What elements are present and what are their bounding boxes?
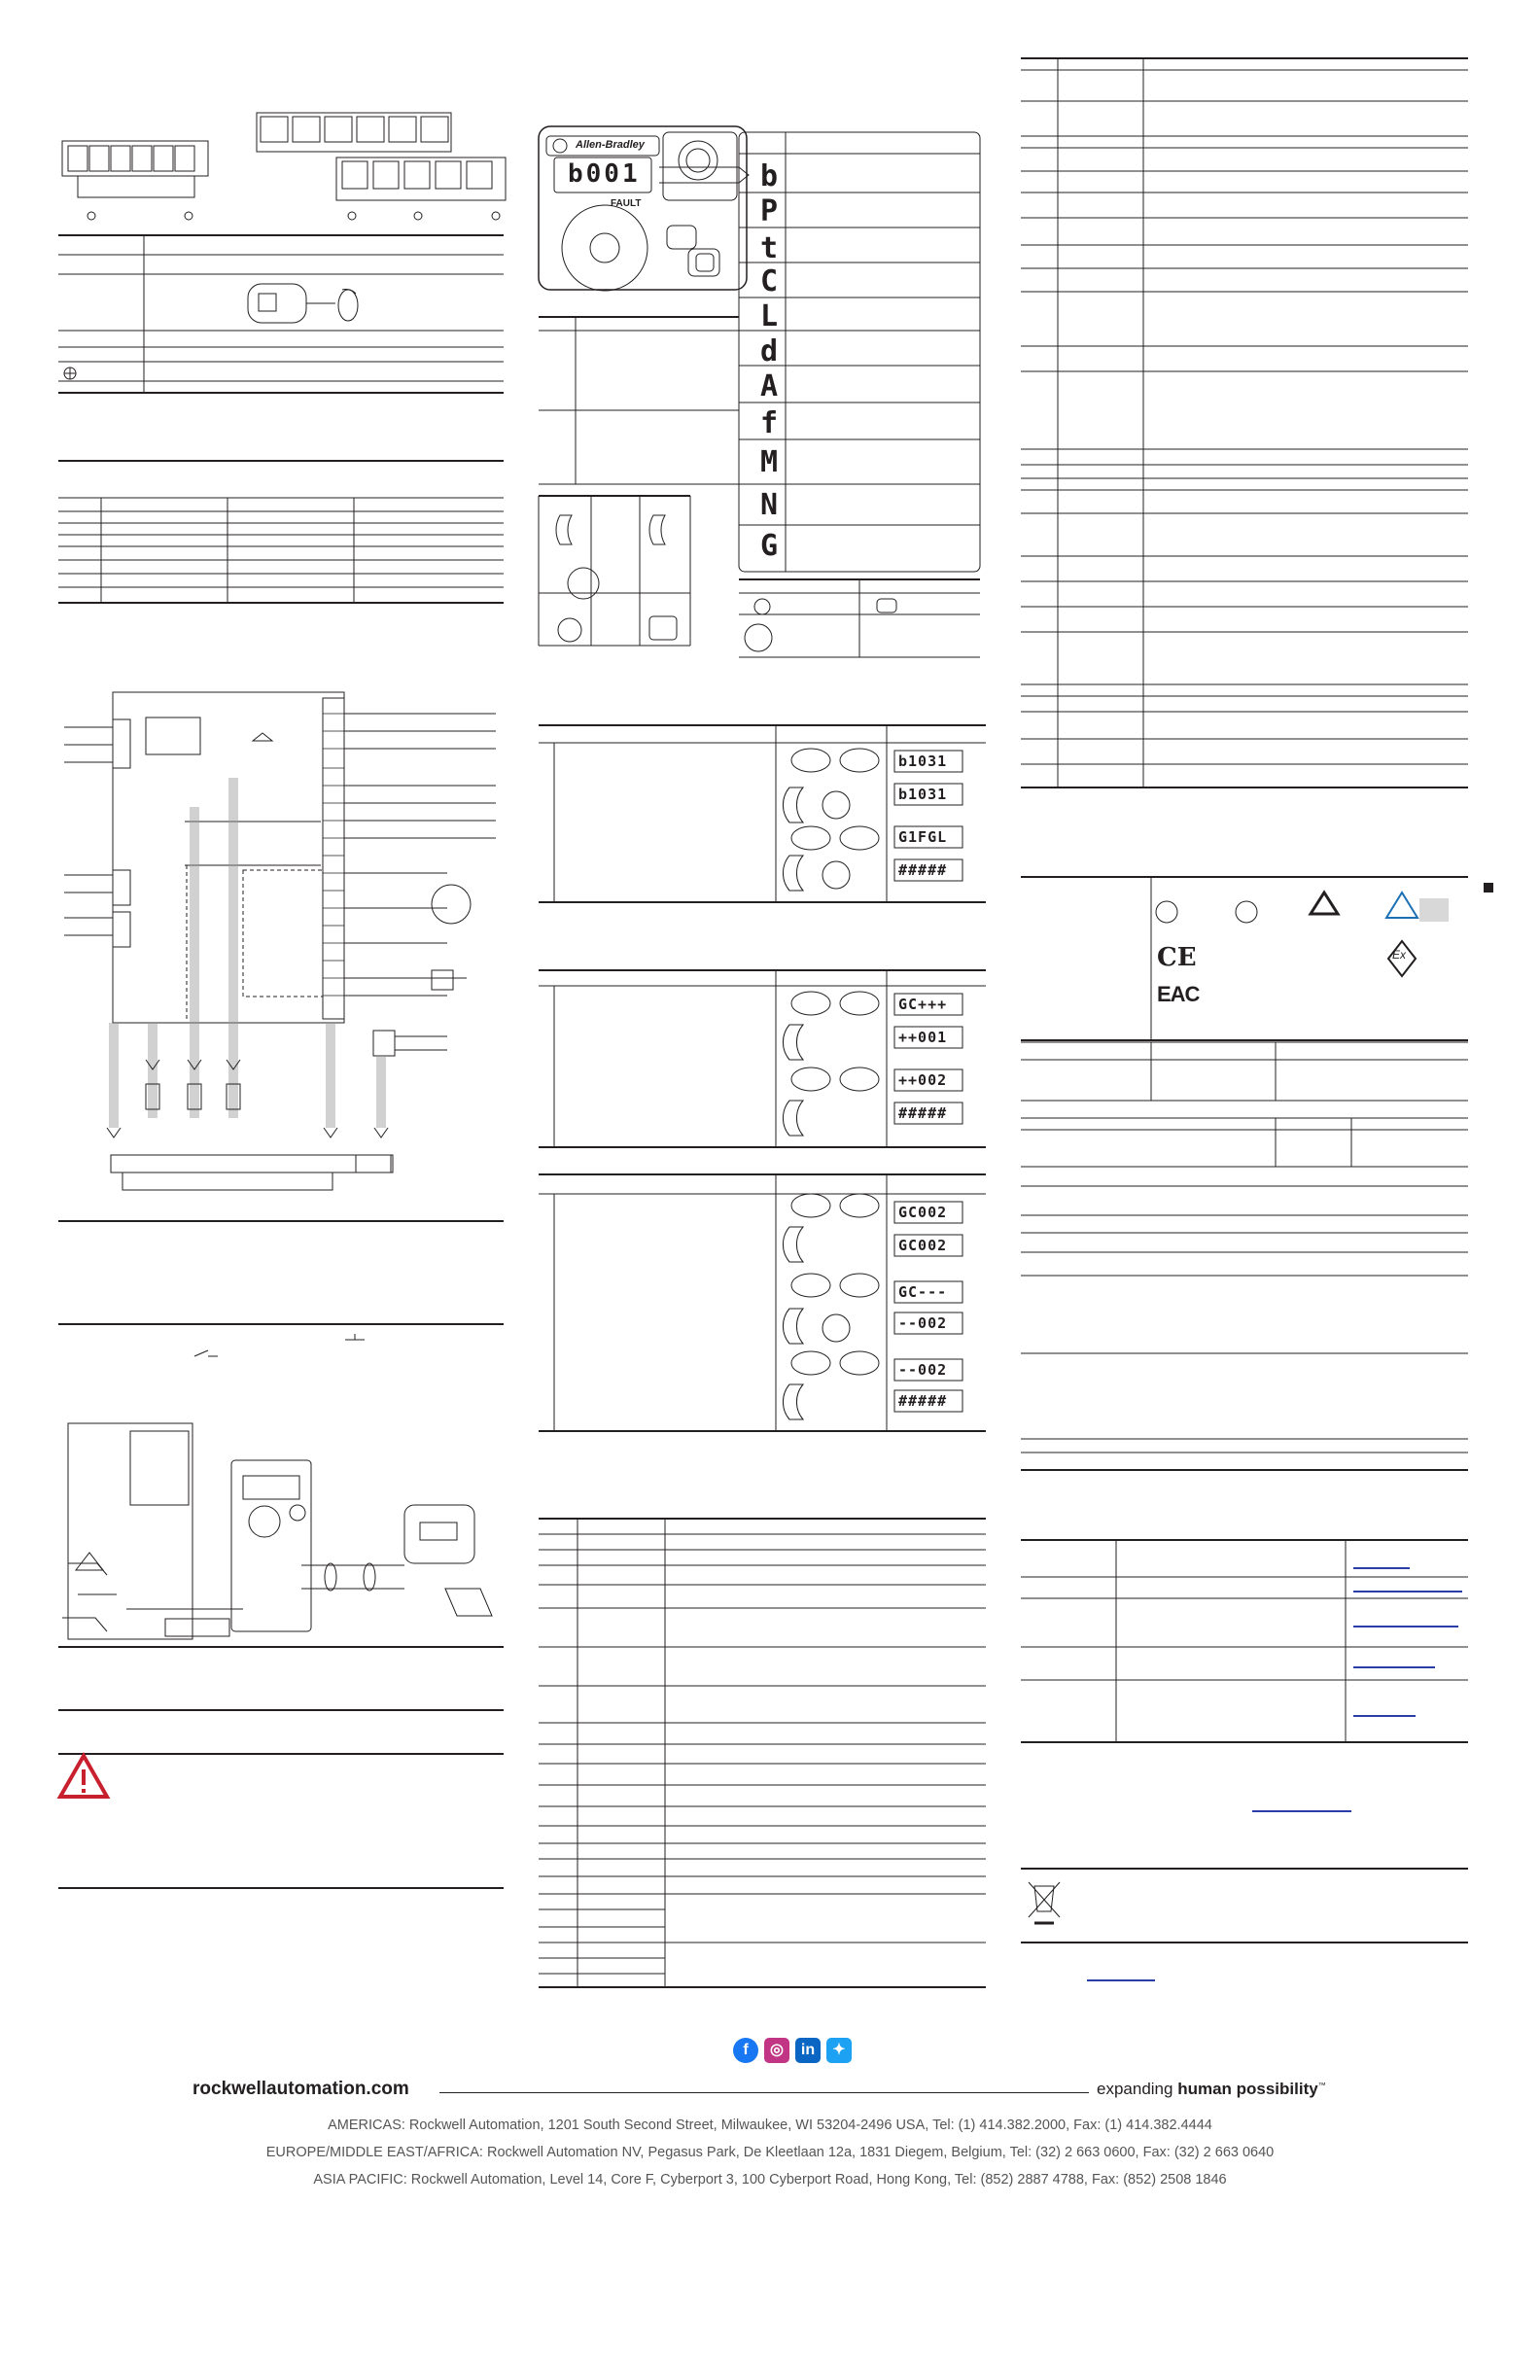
- page-marker: [1484, 883, 1493, 892]
- parameter-group-letter: M: [760, 445, 779, 479]
- parameter-group-letter: C: [760, 264, 779, 298]
- support-link[interactable]: [1252, 1810, 1351, 1812]
- instagram-icon[interactable]: ◎: [764, 2038, 789, 2063]
- motor-rotation-icon: [248, 284, 358, 323]
- footer-rule: [439, 2092, 1089, 2093]
- lcd-display: #####: [898, 1392, 948, 1410]
- back-key-icon: [556, 515, 572, 544]
- reference-link-2[interactable]: [1353, 1591, 1462, 1592]
- facebook-icon[interactable]: f: [733, 2038, 758, 2063]
- warning-icon: [60, 1756, 107, 1797]
- sequence-keys: [783, 749, 879, 1419]
- control-wiring-diagram: [64, 692, 496, 1190]
- weee-link[interactable]: [1087, 1979, 1155, 1981]
- tagline-prefix: expanding: [1097, 2080, 1178, 2098]
- reference-link-5[interactable]: [1353, 1715, 1416, 1717]
- tagline-trademark: ™: [1317, 2081, 1326, 2090]
- eac-mark: EAC: [1157, 982, 1200, 1006]
- power-terminal-block-right: [336, 158, 506, 220]
- weee-crossed-bin-icon: [1029, 1882, 1060, 1923]
- power-terminal-block-top: [257, 113, 451, 152]
- lcd-display: G1FGL: [898, 828, 948, 846]
- lcd-display: ++001: [898, 1029, 948, 1046]
- footer-url[interactable]: rockwellautomation.com: [192, 2079, 409, 2099]
- linkedin-icon[interactable]: in: [795, 2038, 821, 2063]
- parameter-group-letter: t: [760, 231, 779, 265]
- atex-ex-mark: Ex: [1392, 948, 1407, 962]
- parameter-group-letter: G: [760, 529, 779, 563]
- enter-key-icon: [649, 515, 665, 544]
- address-emea: EUROPE/MIDDLE EAST/AFRICA: Rockwell Automation NV, Pegasus Park, De Kleetlaan 12a, 1831 Diegem, Belgium, Tel: (32) 2 663 0600, Fax: (32) 2 663 0640: [265, 2145, 1275, 2160]
- installation-illustration: [62, 1423, 492, 1639]
- lcd-display: GC002: [898, 1204, 948, 1221]
- lcd-display: GC---: [898, 1283, 948, 1301]
- address-apac: ASIA PACIFIC: Rockwell Automation, Level 14, Core F, Cyberport 3, 100 Cyberport Road, Hong Kong, Tel: (852) 2887 4788, Fax: (852) 2508 1846: [313, 2172, 1227, 2188]
- keypad-brand: Allen-Bradley: [576, 139, 645, 151]
- lcd-display: b1031: [898, 752, 948, 770]
- parameter-group-letter: b: [760, 159, 779, 193]
- ce-mark: CE: [1157, 943, 1197, 972]
- parameter-group-letter: N: [760, 488, 779, 522]
- twitter-icon[interactable]: ✦: [826, 2038, 852, 2063]
- reference-link-1[interactable]: [1353, 1567, 1410, 1569]
- lcd-display: #####: [898, 861, 948, 879]
- lcd-display: ++002: [898, 1071, 948, 1089]
- parameter-group-letter: f: [760, 406, 779, 440]
- parameter-group-letter: d: [760, 334, 779, 368]
- reference-link-3[interactable]: [1353, 1626, 1458, 1628]
- footer-tagline: [1097, 2080, 1326, 2099]
- lcd-display: --002: [898, 1361, 948, 1379]
- tagline-bold: human possibility: [1177, 2080, 1318, 2098]
- reference-link-4[interactable]: [1353, 1666, 1435, 1668]
- address-americas: AMERICAS: Rockwell Automation, 1201 South Second Street, Milwaukee, WI 53204-2496 USA, Tel: (1) 414.382.2000, Fax: (1) 414.382.4444: [328, 2118, 1212, 2133]
- keypad-illustration: [539, 126, 749, 291]
- power-terminal-block-left: [62, 141, 208, 220]
- lcd-display: #####: [898, 1104, 948, 1122]
- keypad-display: b001: [568, 159, 641, 189]
- lcd-display: GC002: [898, 1237, 948, 1254]
- fault-indicator-label: FAULT: [611, 198, 642, 209]
- parameter-group-letter: A: [760, 369, 779, 403]
- lcd-display: --002: [898, 1314, 948, 1332]
- parameter-group-letter: P: [760, 194, 779, 228]
- lcd-display: GC+++: [898, 996, 948, 1013]
- lcd-display: b1031: [898, 786, 948, 803]
- parameter-group-letter: L: [760, 299, 779, 333]
